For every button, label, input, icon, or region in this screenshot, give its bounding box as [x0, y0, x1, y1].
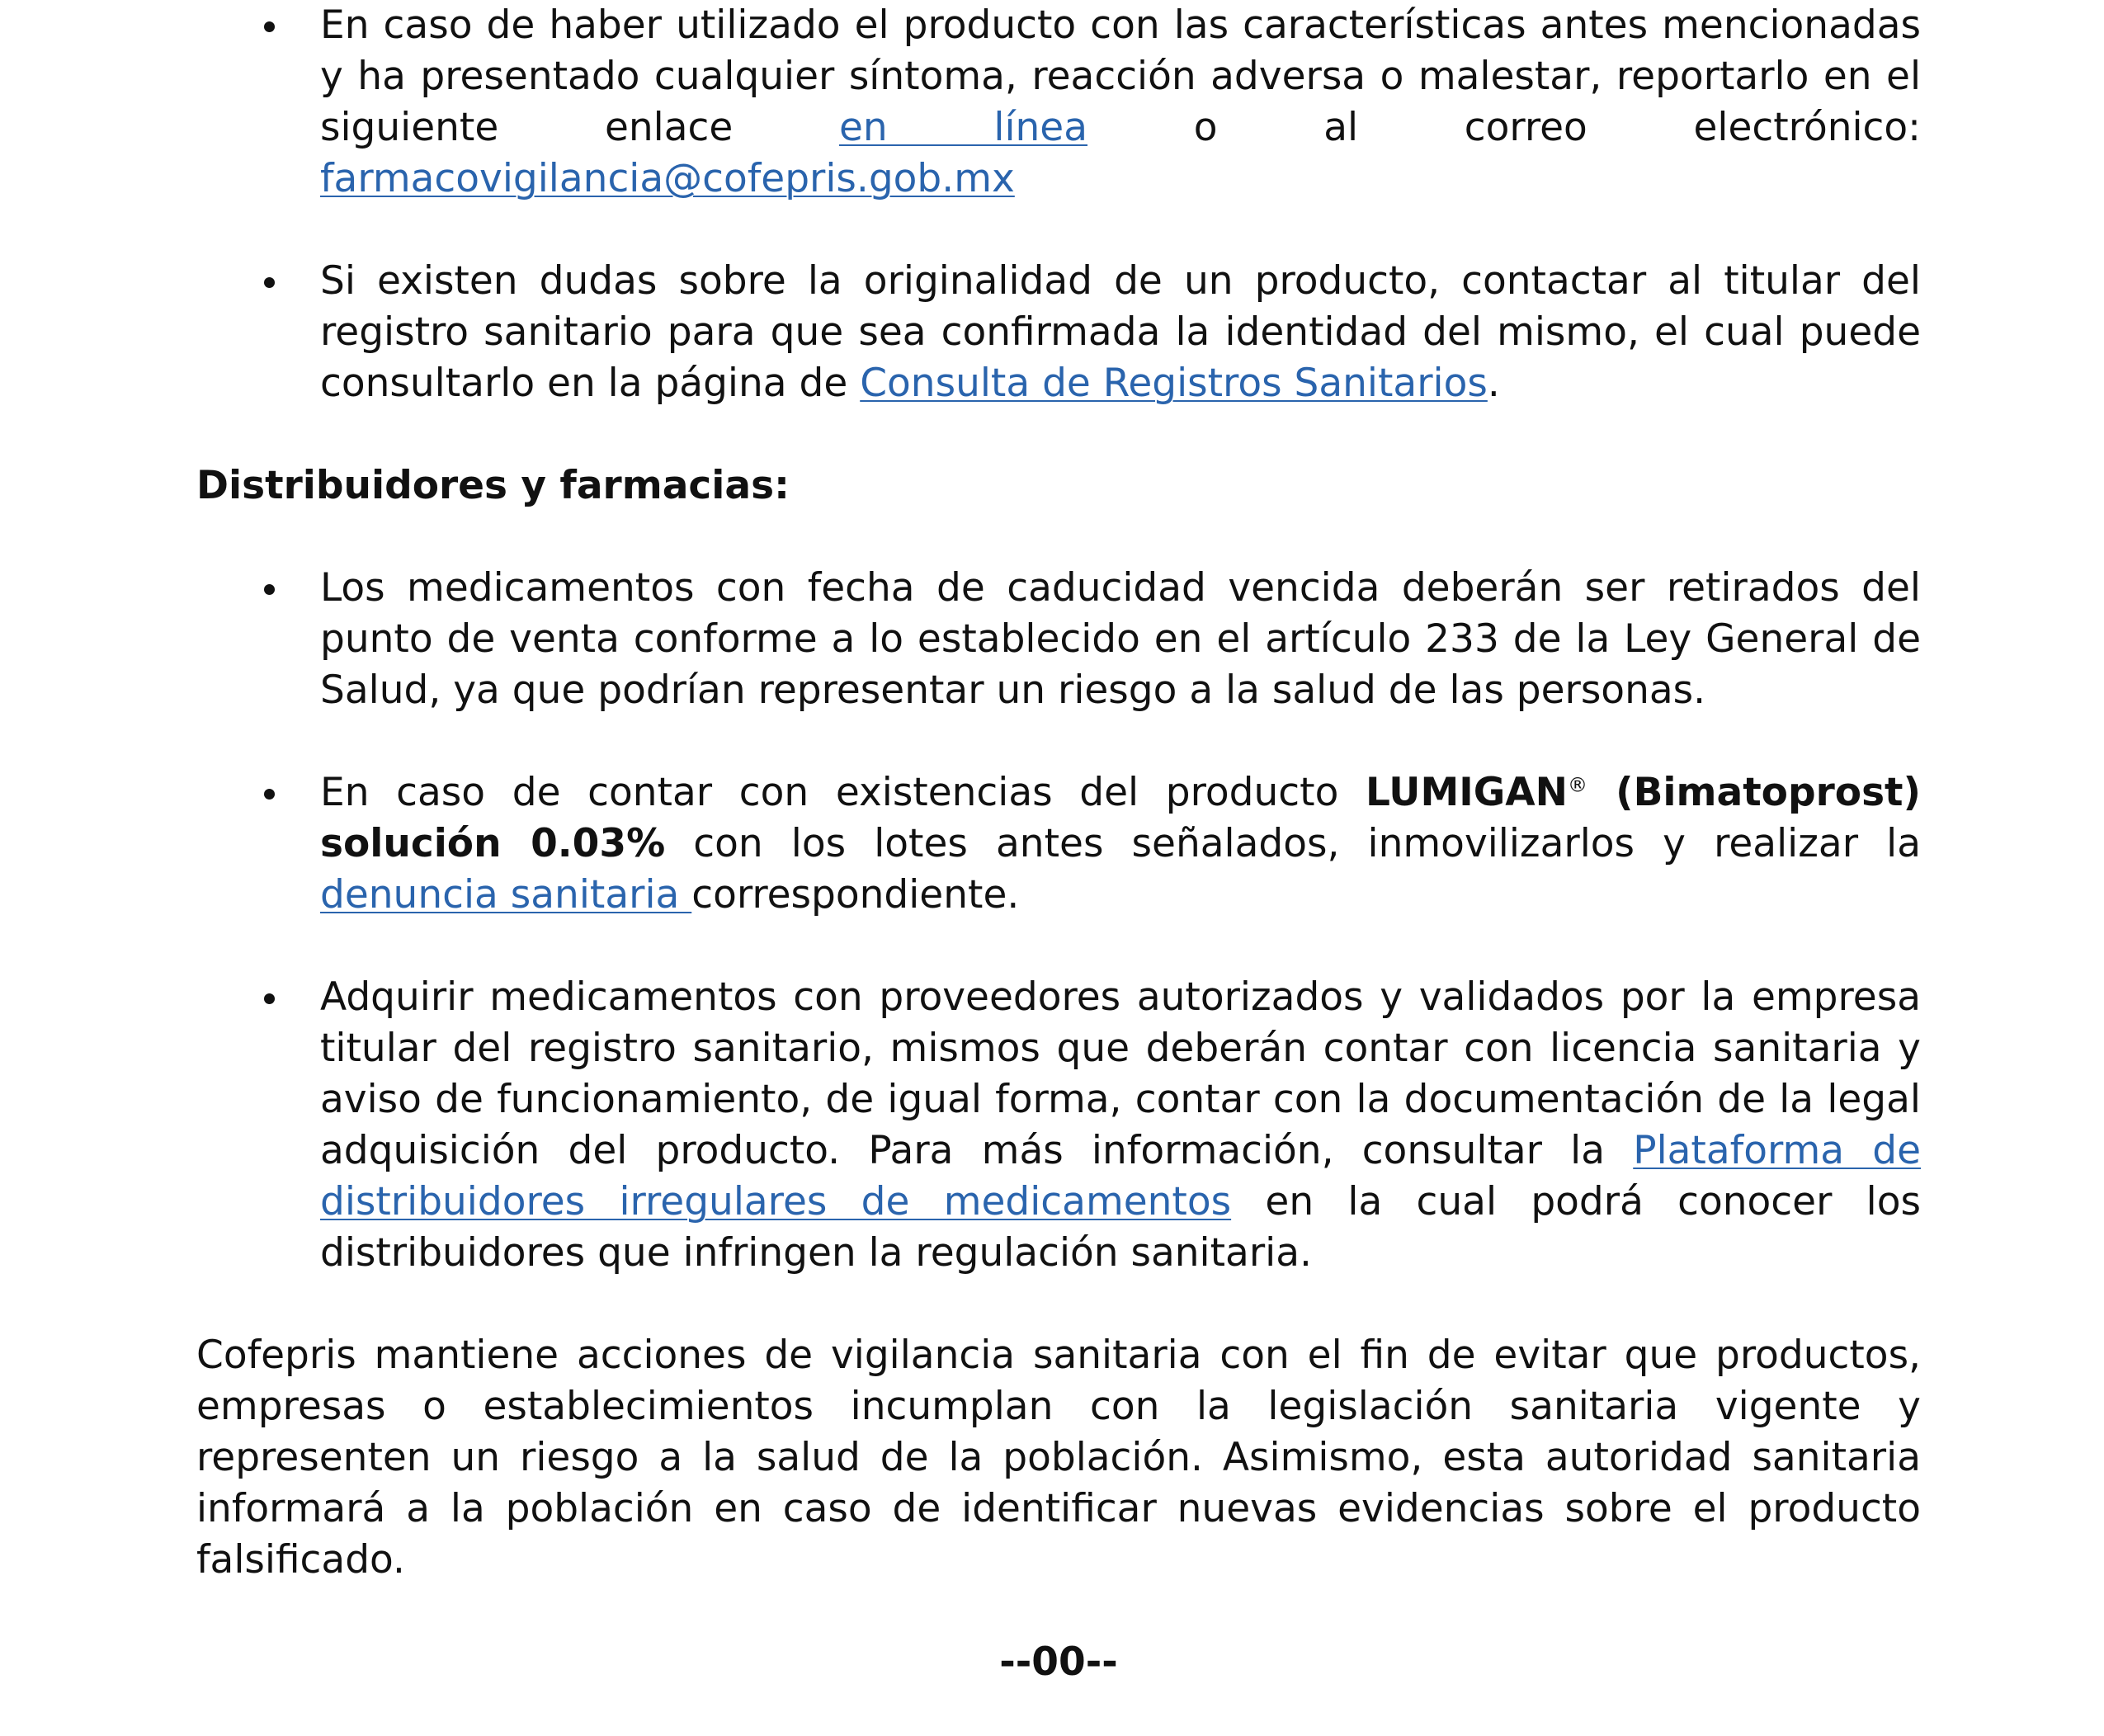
bullet-text: Los medicamentos con fecha de caducidad vencida deberán ser retirados del punto de venta conforme a lo establecido en el artículo 233 de la Ley General de Salud, ya que podrían representar un riesgo a la salud de las personas. [320, 565, 1921, 713]
sanitary-registry-link[interactable]: Consulta de Registros Sanitarios [860, 361, 1488, 406]
bullet-text: correspondiente. [691, 872, 1020, 918]
bullet-icon [264, 277, 275, 288]
bullet-icon [264, 789, 275, 800]
list-item [196, 767, 1921, 921]
product-name: LUMIGAN [1366, 770, 1568, 815]
list-item [196, 972, 1921, 1279]
list-item [196, 563, 1921, 716]
document-page [196, 0, 1921, 1688]
bullet-text: En caso de contar con existencias del producto [320, 770, 1366, 815]
registered-mark: ® [1568, 773, 1587, 797]
closing-paragraph: Cofepris mantiene acciones de vigilancia sanitaria con el fin de evitar que productos, empresas o establecimientos incumplan con la legislación sanitaria vigente y representen un riesgo a la salud de la población. Asimismo, esta autoridad sanitaria informará a la población en caso de identificar nuevas evidencias sobre el producto falsificado. [196, 1333, 1921, 1583]
bullet-text: Si existen dudas sobre la originalidad de un producto, contactar al titular del registro sanitario para que sea confirmada la identidad del mismo, el cual puede consultarlo en la página de [320, 258, 1921, 406]
distributors-recommendations-list [196, 563, 1921, 1279]
online-report-link[interactable]: en línea [839, 105, 1088, 150]
list-item [196, 0, 1921, 205]
bullet-icon [264, 993, 275, 1004]
list-item [196, 256, 1921, 409]
product-description: (Bimatoprost) solución 0.03% [320, 770, 1922, 866]
sanitary-complaint-link[interactable]: denuncia sanitaria [320, 872, 692, 918]
public-recommendations-list [196, 0, 1921, 409]
end-mark: --00-- [999, 1639, 1118, 1685]
pharmacovigilance-email-link[interactable]: farmacovigilancia@cofepris.gob.mx [320, 156, 1015, 201]
bullet-text: En caso de haber utilizado el producto con las características antes mencionadas y ha presentado cualquier síntoma, reacción adversa o malestar, reportarlo en el siguiente enlace [320, 2, 1921, 150]
bullet-icon [264, 21, 275, 32]
section-heading: Distribuidores y farmacias: [196, 463, 790, 508]
bullet-text: o al correo electrónico: [1087, 105, 1921, 150]
bullet-text: . [1487, 361, 1500, 406]
bullet-text: con los lotes antes señalados, inmovilizarlos y realizar la [665, 821, 1921, 866]
irregular-distributors-platform-link[interactable]: Plataforma de distribuidores irregulares de medicamentos [320, 1128, 1921, 1224]
bullet-text: en la cual podrá conocer los distribuidores que infringen la regulación sanitaria. [320, 1179, 1921, 1276]
bullet-icon [264, 584, 275, 595]
bullet-text: Adquirir medicamentos con proveedores autorizados y validados por la empresa titular del registro sanitario, mismos que deberán contar con licencia sanitaria y aviso de funcionamiento, de igual forma, contar con la documentación de la legal adquisición del producto. Para más información, consultar la [320, 974, 1921, 1173]
